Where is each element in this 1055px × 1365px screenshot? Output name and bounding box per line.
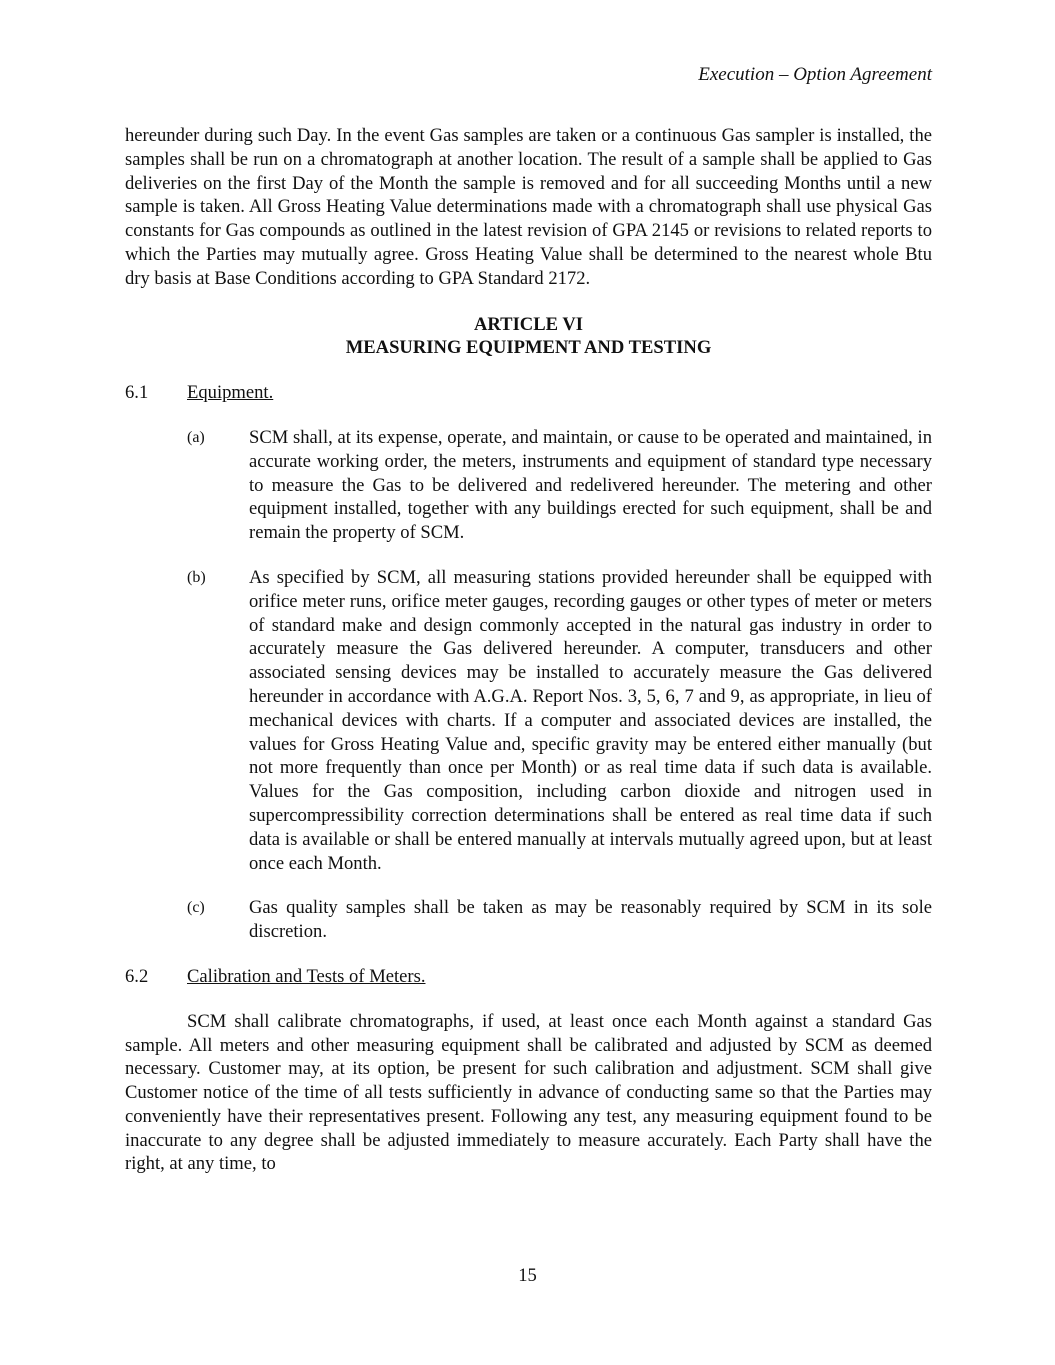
section-6-2-heading bbox=[125, 965, 932, 989]
section-6-1-heading bbox=[125, 381, 932, 405]
list-item-a bbox=[125, 426, 932, 545]
section-title: Equipment. bbox=[187, 382, 274, 404]
article-heading bbox=[125, 313, 932, 361]
item-label: (a) bbox=[187, 428, 205, 446]
item-label: (c) bbox=[187, 899, 205, 917]
running-header: Execution – Option Agreement bbox=[698, 64, 932, 85]
item-label: (b) bbox=[187, 568, 206, 586]
page-body bbox=[125, 124, 932, 1176]
item-text: Gas quality samples shall be taken as may be reasonably required by SCM in its sole discretion. bbox=[249, 897, 932, 943]
page-number: 15 bbox=[518, 1265, 537, 1286]
item-text: SCM shall, at its expense, operate, and maintain, or cause to be operated and maintained, in accurate working order, the meters, instruments and equipment of standard type necessary to measure the Gas to be delivered and redelivered hereunder. The metering and other equipment installed, together with any buildings erected for such equipment, shall be and remain the property of SCM. bbox=[249, 426, 932, 544]
section-number: 6.1 bbox=[125, 382, 149, 404]
article-title: MEASURING EQUIPMENT AND TESTING bbox=[345, 337, 712, 359]
list-item-b bbox=[125, 566, 932, 875]
section-6-2-paragraph: SCM shall calibrate chromatographs, if used, at least once each Month against a standard Gas sample. All meters and other measuring equipment shall be calibrated and adjusted by SCM as deemed necessary. Customer may, at its option, be present for such calibration and adjustment. SCM shall give Customer notice of the time of all tests sufficiently in advance of conducting same so that the Parties may conveniently have their representatives present. Following any test, any measuring equipment found to be inaccurate to any degree shall be adjusted immediately to measure accurately. Each Party shall have the right, at any time, to bbox=[125, 1010, 932, 1175]
item-text: As specified by SCM, all measuring stations provided hereunder shall be equipped with orifice meter runs, orifice meter gauges, recording gauges or other types of meter or meters of standard make and design commonly accepted in the natural gas industry in order to accurately measure the Gas delivered hereunder. A computer, transducers and other associated sensing devices may be installed to accurately measure the Gas delivered hereunder in accordance with A.G.A. Report Nos. 3, 5, 6, 7 and 9, as appropriate, in lieu of mechanical devices with charts. If a computer and associated devices are installed, the values for Gross Heating Value and, specific gravity may be entered either manually (but not more frequently than once per Month) or as real time data if such data is available. Values for the Gas composition, including carbon dioxide and nitrogen used in supercompressibility correction determinations shall be entered as real time data if such data is available or shall be entered manually at intervals mutually agreed upon, but at least once each Month. bbox=[249, 566, 932, 874]
section-title: Calibration and Tests of Meters. bbox=[187, 965, 426, 987]
section-number: 6.2 bbox=[125, 965, 149, 987]
list-item-c bbox=[125, 896, 932, 944]
article-number: ARTICLE VI bbox=[473, 313, 584, 335]
continuation-paragraph: hereunder during such Day. In the event Gas samples are taken or a continuous Gas sampler is installed, the samples shall be run on a chromatograph at another location. The result of a sample shall be applied to Gas deliveries on the first Day of the Month the sample is removed and for all succeeding Months until a new sample is taken. All Gross Heating Value determinations made with a chromatograph shall use physical Gas constants for Gas compounds as outlined in the latest revision of GPA 2145 or revisions to related reports to which the Parties may mutually agree. Gross Heating Value shall be determined to the nearest whole Btu dry basis at Base Conditions according to GPA Standard 2172. bbox=[125, 125, 932, 289]
